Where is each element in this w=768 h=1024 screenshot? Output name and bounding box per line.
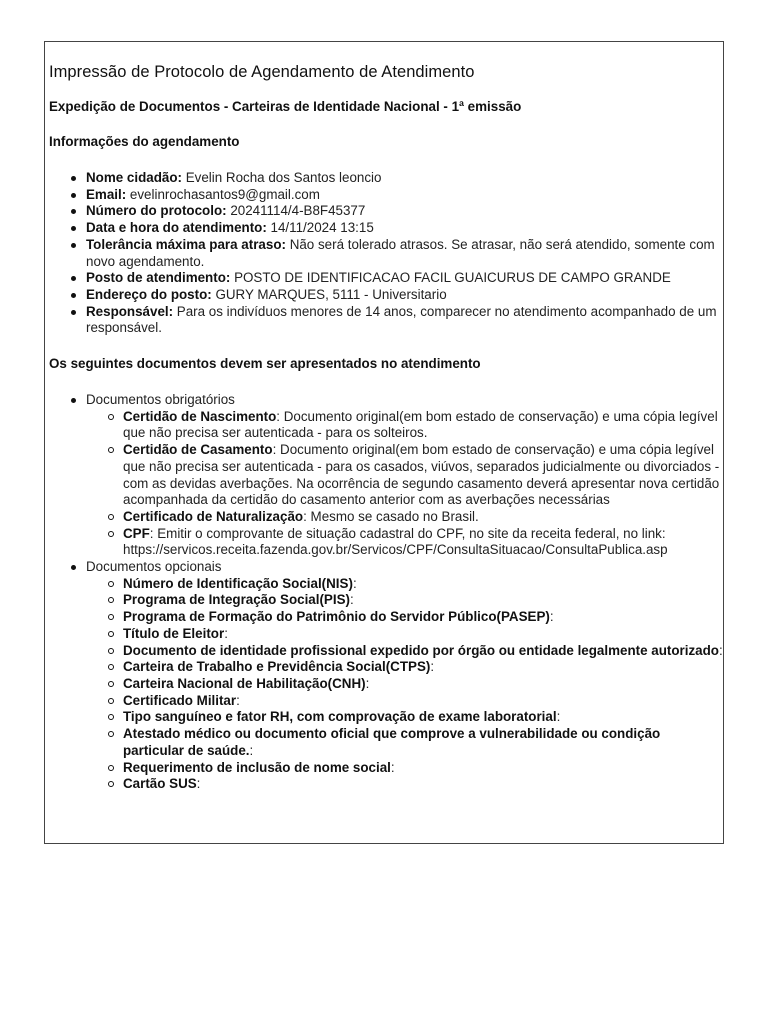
optional-doc-item [86, 659, 723, 676]
doc-name: Carteira de Trabalho e Previdência Social(CTPS) [123, 659, 431, 675]
info-label: Posto de atendimento: [86, 270, 231, 286]
doc-desc: : [236, 692, 240, 708]
doc-name: Cartão SUS [123, 776, 197, 792]
cpf-link[interactable]: https://servicos.receita.fazenda.gov.br/Servicos/CPF/ConsultaSituacao/ConsultaPublica.asp [123, 542, 668, 558]
doc-desc: : Documento original(em bom estado de conservação) e uma cópia legível que não precisa ser autenticada - para os casados, viúvos, separados judicialmente ou divorciados - com as devidas averbações. Na ocorrência de segundo casamento deverá apresentar nova certidão acompanhada da certidão do casamento anterior com as averbações necessárias [123, 442, 720, 508]
info-item-datetime [49, 220, 723, 237]
optional-doc-item [86, 576, 723, 593]
protocol-content [49, 61, 723, 793]
doc-name: Carteira Nacional de Habilitação(CNH) [123, 675, 366, 691]
info-label: Responsável: [86, 303, 174, 319]
info-value: POSTO DE IDENTIFICACAO FACIL GUAICURUS DE CAMPO GRANDE [230, 270, 671, 286]
info-value: GURY MARQUES, 5111 - Universitario [211, 286, 447, 302]
info-item-responsible [49, 304, 723, 337]
optional-doc-item [86, 592, 723, 609]
doc-desc: : [549, 609, 554, 625]
doc-desc: : [352, 575, 357, 591]
doc-desc: : [390, 759, 395, 775]
doc-desc: : [196, 776, 201, 792]
page-title: Impressão de Protocolo de Agendamento de Atendimento [49, 63, 475, 81]
info-label: Endereço do posto: [86, 286, 212, 302]
info-item-name [49, 170, 723, 187]
doc-desc: : [430, 659, 435, 675]
required-doc-item [86, 509, 723, 526]
required-docs-heading: Documentos obrigatórios [86, 392, 235, 408]
info-item-email [49, 187, 723, 204]
optional-docs-heading: Documentos opcionais [86, 559, 222, 575]
required-doc-item [86, 409, 723, 442]
required-docs-group [49, 392, 723, 559]
info-item-post [49, 270, 723, 287]
optional-docs-group [49, 559, 723, 793]
doc-name: Certidão de Nascimento [123, 408, 277, 424]
doc-name: Programa de Formação do Patrimônio do Servidor Público(PASEP) [123, 609, 550, 625]
docs-list [49, 392, 723, 793]
doc-name: Documento de identidade profissional expedido por órgão ou entidade legalmente autorizado [123, 642, 719, 658]
optional-doc-item [86, 676, 723, 693]
optional-doc-item [86, 626, 723, 643]
doc-name: Certidão de Casamento [123, 442, 273, 458]
doc-desc: : [249, 742, 254, 758]
info-item-protocol [49, 203, 723, 220]
doc-desc: : Documento original(em bom estado de conservação) e uma cópia legível que não precisa ser autenticada - para os solteiros. [123, 408, 718, 441]
info-label: Número do protocolo: [86, 203, 227, 219]
doc-desc: : [556, 709, 561, 725]
optional-doc-item [86, 693, 723, 710]
info-value: Não será tolerado atrasos. Se atrasar, não será atendido, somente com novo agendamento. [86, 236, 715, 269]
optional-doc-item [86, 609, 723, 626]
info-heading: Informações do agendamento [49, 134, 240, 149]
required-doc-item [86, 526, 723, 559]
doc-name: Tipo sanguíneo e fator RH, com comprovação de exame laboratorial [123, 709, 557, 725]
optional-doc-item [86, 776, 723, 793]
doc-name: Programa de Integração Social(PIS) [123, 592, 350, 608]
doc-desc: : Emitir o comprovante de situação cadastral do CPF, no site da receita federal, no link: [149, 525, 666, 541]
optional-docs-list [86, 576, 723, 793]
doc-name: Atestado médico ou documento oficial que comprove a vulnerabilidade ou condição particular de saúde. [123, 726, 661, 758]
required-docs-list [86, 409, 723, 559]
service-title: Expedição de Documentos - Carteiras de Identidade Nacional - 1ª emissão [49, 99, 522, 114]
info-value: Para os indivíduos menores de 14 anos, comparecer no atendimento acompanhado de um responsável. [86, 303, 717, 336]
info-item-tolerance [49, 237, 723, 270]
info-label: Data e hora do atendimento: [86, 220, 267, 236]
info-item-address [49, 287, 723, 304]
doc-name: Requerimento de inclusão de nome social [123, 759, 391, 775]
doc-desc: : [365, 675, 370, 691]
optional-doc-item [86, 709, 723, 726]
protocol-frame [44, 41, 724, 844]
optional-doc-item [86, 726, 723, 759]
optional-doc-item [86, 760, 723, 777]
info-label: Nome cidadão: [86, 170, 182, 185]
doc-name: Certificado Militar [123, 692, 237, 708]
doc-name: CPF [123, 525, 150, 541]
info-value: Evelin Rocha dos Santos leoncio [181, 170, 382, 185]
info-label: Tolerância máxima para atraso: [86, 236, 286, 252]
info-value: 14/11/2024 13:15 [266, 220, 374, 236]
doc-name: Número de Identificação Social(NIS) [123, 575, 353, 591]
doc-desc: : [349, 592, 354, 608]
info-label: Email: [86, 186, 127, 202]
info-value: 20241114/4-B8F45377 [226, 203, 366, 219]
docs-heading: Os seguintes documentos devem ser apresentados no atendimento [49, 356, 481, 372]
required-doc-item [86, 442, 723, 509]
doc-desc: : [718, 642, 723, 658]
doc-name: Título de Eleitor [123, 625, 225, 641]
optional-doc-item [86, 643, 723, 660]
info-value: evelinrochasantos9@gmail.com [126, 186, 320, 202]
doc-desc: : Mesmo se casado no Brasil. [303, 508, 479, 524]
doc-desc: : [224, 625, 228, 641]
doc-name: Certificado de Naturalização [123, 508, 304, 524]
info-list [49, 170, 723, 337]
